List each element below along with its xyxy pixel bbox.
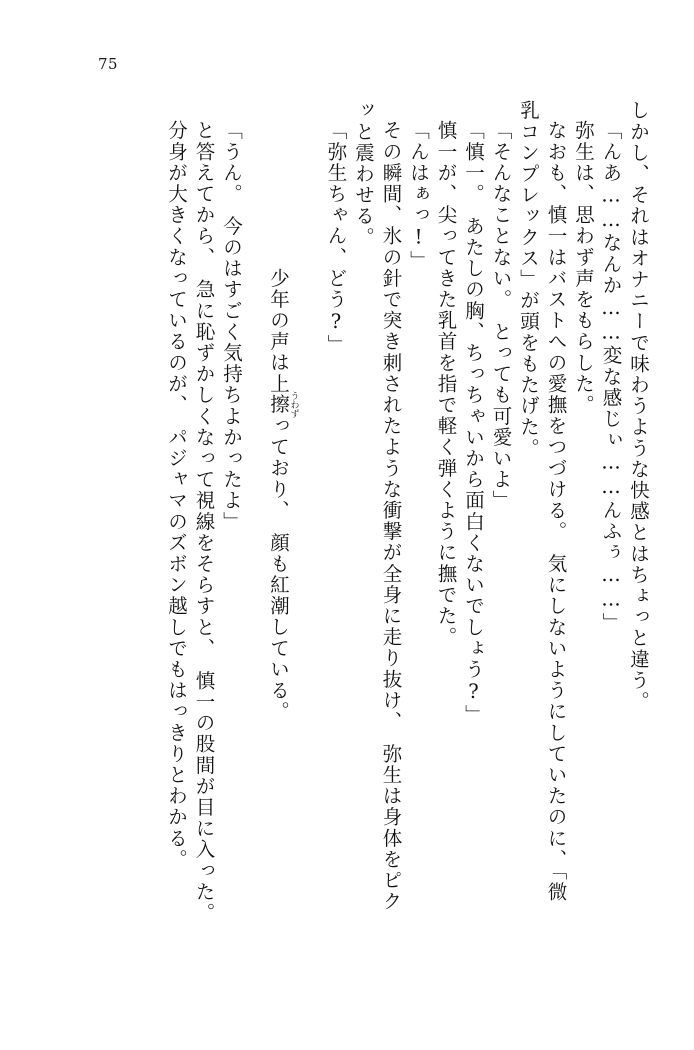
text-column: 「慎一。 あたしの胸、ちっちゃいから面白くないでしょう?」	[462, 120, 485, 726]
text-column: 弥生は、思わず声をもらした。	[572, 120, 595, 416]
text-column: 「んあ……なんか……変な感じぃ……んふぅ……」	[599, 120, 623, 634]
text-column: 乳コンプレックス」が頭をもたげた。	[517, 100, 540, 459]
text-column: 「そんなことない。 とっても可愛いよ」	[489, 120, 513, 512]
page-number: 75	[98, 55, 119, 73]
text-column: と答えてから、 急に恥ずかしくなって視線をそらすと、 慎一の股間が目に入った。	[192, 120, 216, 924]
text-column: 「うん。 今のはすごく気持ちよかったよ」	[220, 120, 243, 533]
ruby-column-text: 少年の声は上擦うわずっており、 顔も紅潮している。	[267, 267, 299, 723]
text-column-with-ruby	[249, 100, 318, 960]
text-column: その瞬間、氷の針で突き刺されたような衝撃が全身に走り抜け、 弥生は身体をピク	[379, 120, 403, 913]
text-column: 分身が大きくなっているのが、 パジャマのズボン越しでもはっきりとわかる。	[165, 120, 188, 870]
text-column: なおも、慎一はバストへの愛撫をつづける。 気にしないようにしていたのに、「微	[544, 120, 568, 903]
text-column: 慎一が、尖ってきた乳首を指で軽く弾くように撫でた。	[434, 120, 458, 648]
text-column: 「弥生ちゃん、どう?」	[324, 120, 348, 356]
text-column: しかし、それはオナニーで味わうような快感とはちょっと違う。	[627, 100, 650, 712]
text-column: 「んはぁっ!」	[407, 120, 430, 272]
body-text-block	[63, 100, 648, 940]
text-column: ッと震わせる。	[352, 100, 375, 248]
